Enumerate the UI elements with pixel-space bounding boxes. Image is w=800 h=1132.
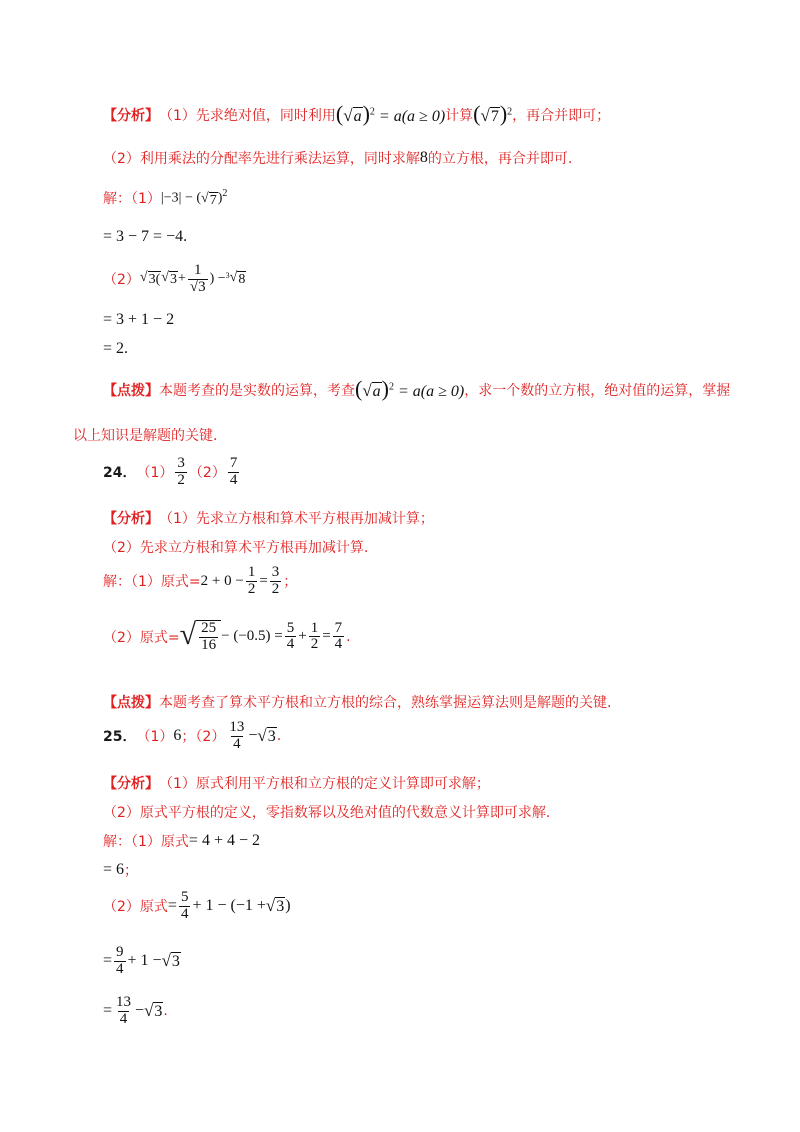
solution-25-line-5: = $\frac{13}{4}$ − √ 3 .	[103, 994, 168, 1027]
tip-bracket: 【点拨】	[103, 695, 159, 711]
question-number: 25．	[103, 729, 137, 746]
tip-bracket: 【点拨】	[103, 382, 159, 399]
formula-abs: |−3| − ( √ 7 )$^2$	[160, 188, 228, 208]
solution-line-5: = 2.	[103, 340, 129, 357]
analysis-bracket: 【分析】	[103, 107, 159, 124]
analysis-24-line-1: 【分析】 （1）先求立方根和算术平方根再加减计算；	[103, 508, 434, 528]
question-number: 24．	[103, 465, 137, 482]
analysis-25-line-1: 【分析】 （1）原式利用平方根和立方根的定义计算即可求解；	[103, 773, 490, 793]
solution-line-3: （2） √ 3( √ 3 + $\frac{1}{√3}$ ) − 3 √ 8	[103, 262, 246, 295]
tip-line-1: 【点拨】 本题考查的是实数的运算，考查 ( √ a )$^2$ = a(a ≥ 0) ，求一个数的立方根，绝对值的运算，掌握	[103, 376, 731, 401]
sqrt-fraction: √ $\frac{25}{16}$	[180, 620, 221, 654]
tip-24-line: 【点拨】 本题考查了算术平方根和立方根的综合，熟练掌握运算法则是解题的关键.	[103, 692, 611, 712]
analysis-line-1: 【分析】 （1）先求绝对值，同时利用 ( √ a )$^2$ = a(a ≥ 0) 计算 ( √ 7 )$^2$ ，再合并即可；	[103, 101, 611, 126]
answer-24: 24． （1） $\frac{3}{2}$ （2） $\frac{7}{4}$	[103, 455, 238, 488]
analysis-line-2: （2）利用乘法的分配率先进行乘法运算，同时求解 8 的立方根，再合并即可.	[103, 149, 573, 167]
solution-24-line-2: （2）原式= √ $\frac{25}{16}$ − (−0.5) = $\frac{5}{4}$ + $\frac{1}{2}$ = $\frac{7}{4}$ .	[103, 618, 351, 653]
solution-line-1: 解：（1） |−3| − ( √ 7 )$^2$	[103, 188, 228, 208]
formula-sqrt-a-squared: ( √ a )$^2$ = a(a ≥ 0)	[355, 376, 465, 401]
solution-25-line-3: （2）原式 = $\frac{5}{4}$ + 1 − (−1 + √ 3 )	[103, 889, 291, 922]
analysis-bracket: 【分析】	[103, 511, 159, 527]
formula-sqrt7-squared: ( √ 7 )$^2$	[473, 101, 513, 126]
solution-25-line-2: = 6 ；	[103, 861, 139, 879]
analysis-text: （1）先求绝对值，同时利用	[159, 107, 336, 124]
solution-25-line-4: = $\frac{9}{4}$ + 1 − √ 3	[103, 944, 180, 977]
solution-line-4: = 3 + 1 − 2	[103, 311, 175, 328]
tip-line-2: 以上知识是解题的关键.	[73, 428, 218, 444]
analysis-bracket: 【分析】	[103, 776, 159, 792]
solution-24-line-1: 解：（1）原式= 2 + 0 − $\frac{1}{2}$ = $\frac{3}{2}$ ；	[103, 564, 298, 597]
analysis-25-line-2: （2）原式平方根的定义，零指数幂以及绝对值的代数意义计算即可求解.	[103, 805, 551, 821]
answer-25: 25． （1） 6 ；（2） $\frac{13}{4}$ − √ 3 .	[103, 719, 282, 752]
formula-sqrt3-expression: √ 3( √ 3 + $\frac{1}{√3}$ ) − 3 √ 8	[139, 262, 246, 295]
formula-sqrt-a-squared: ( √ a )$^2$ = a(a ≥ 0)	[335, 101, 446, 126]
solution-25-line-1: 解：（1）原式 = 4 + 4 − 2	[103, 832, 260, 850]
analysis-24-line-2: （2）先求立方根和算术平方根再加减计算.	[103, 540, 369, 556]
solution-line-2: = 3 − 7 = −4.	[103, 228, 188, 245]
